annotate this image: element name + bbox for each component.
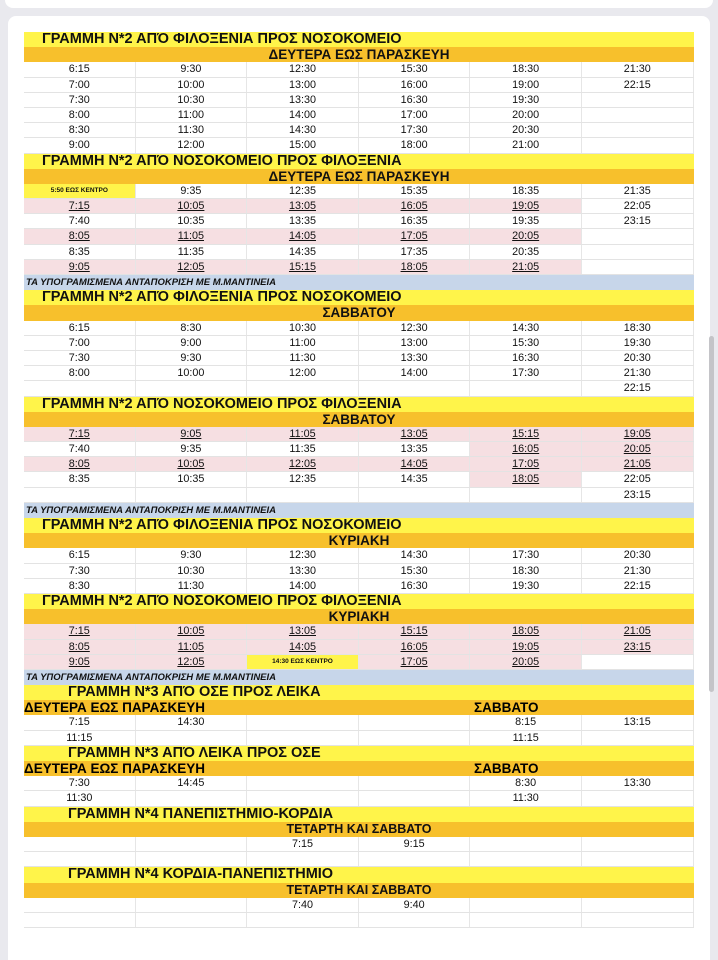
table-row — [24, 898, 694, 913]
time-cell: 15:30 — [470, 336, 582, 350]
blank-cell — [136, 913, 248, 927]
time-cell: 13:30 — [247, 93, 359, 107]
time-cell: 20:05 — [470, 655, 582, 669]
time-cell: 11:05 — [247, 427, 359, 441]
time-cell: 7:15 — [24, 624, 136, 638]
table-row — [24, 321, 694, 336]
time-cell: 13:30 — [582, 776, 694, 790]
time-cell — [24, 488, 136, 502]
time-cell: 8:00 — [24, 108, 136, 122]
table-row — [24, 472, 694, 487]
time-cell: 14:35 — [359, 472, 471, 486]
time-cell: 9:05 — [24, 655, 136, 669]
section-line2-nosokomeio-filoxenia-sunday — [24, 594, 694, 685]
time-cell: 16:35 — [359, 214, 471, 228]
time-cell: 14:00 — [247, 108, 359, 122]
time-cell: 7:15 — [24, 427, 136, 441]
section-line4-kordia-panepistimio — [24, 867, 694, 928]
time-cell: 13:30 — [359, 351, 471, 365]
time-cell: 19:00 — [470, 78, 582, 92]
scrollbar[interactable] — [709, 336, 714, 692]
section-subheader: ΚΥΡΙΑΚΗ — [24, 609, 694, 624]
time-cell: 7:30 — [24, 564, 136, 578]
special-time-cell: 14:30 ΕΩΣ ΚΕΝΤΡΟ — [247, 655, 359, 669]
time-cell: 10:05 — [136, 624, 248, 638]
time-cell: 19:05 — [470, 199, 582, 213]
table-row — [24, 93, 694, 108]
section-header: ΓΡΑΜΜΗ Ν*4 ΠΑΝΕΠΙΣΤΗΜΙΟ-ΚΟΡΔΙΑ — [24, 807, 694, 822]
section-subheader — [24, 700, 694, 715]
time-cell: 22:05 — [582, 472, 694, 486]
time-cell — [582, 123, 694, 137]
time-cell: 19:05 — [470, 640, 582, 654]
weekday-label: ΔΕΥΤΕΡΑ ΕΩΣ ΠΑΡΑΣΚΕΥΗ — [24, 700, 206, 716]
time-cell — [359, 488, 471, 502]
section-header: ΓΡΑΜΜΗ Ν*4 ΚΟΡΔΙΑ-ΠΑΝΕΠΙΣΤΗΜΙΟ — [24, 867, 694, 882]
time-cell: 12:30 — [247, 62, 359, 76]
time-cell: 8:15 — [470, 715, 582, 729]
time-cell — [582, 837, 694, 851]
time-cell: 21:05 — [470, 260, 582, 274]
time-cell — [359, 776, 471, 790]
time-cell: 10:35 — [136, 214, 248, 228]
time-cell: 18:35 — [470, 184, 582, 198]
time-cell: 19:05 — [582, 427, 694, 441]
time-cell: 8:30 — [24, 579, 136, 593]
section-header: ΓΡΑΜΜΗ Ν*2 ΑΠΌ ΦΙΛΟΞΕΝΙΑ ΠΡΟΣ ΝΟΣΟΚΟΜΕΙΟ — [24, 32, 694, 47]
time-cell: 16:30 — [359, 93, 471, 107]
table-row — [24, 214, 694, 229]
time-cell — [582, 108, 694, 122]
table-row — [24, 108, 694, 123]
time-cell: 13:05 — [359, 427, 471, 441]
table-row — [24, 381, 694, 396]
time-cell: 22:15 — [582, 78, 694, 92]
time-cell — [136, 837, 248, 851]
time-cell: 15:15 — [247, 260, 359, 274]
time-cell: 9:30 — [136, 548, 248, 562]
time-cell: 11:35 — [136, 245, 248, 259]
time-cell: 7:15 — [24, 715, 136, 729]
time-cell — [582, 229, 694, 243]
time-cell: 16:30 — [359, 579, 471, 593]
time-cell: 7:30 — [24, 351, 136, 365]
time-cell: 14:30 — [359, 548, 471, 562]
section-subheader: ΔΕΥΤΕΡΑ ΕΩΣ ΠΑΡΑΣΚΕΥΗ — [24, 47, 694, 62]
time-cell: 9:05 — [24, 260, 136, 274]
time-cell: 10:00 — [136, 78, 248, 92]
table-row — [24, 245, 694, 260]
blank-cell — [247, 852, 359, 866]
section-line3-leika-ose — [24, 746, 694, 807]
time-cell — [24, 837, 136, 851]
time-cell: 10:30 — [136, 93, 248, 107]
table-row — [24, 351, 694, 366]
time-cell: 7:15 — [247, 837, 359, 851]
time-cell: 21:05 — [582, 457, 694, 471]
table-row — [24, 715, 694, 730]
time-cell: 14:30 — [247, 123, 359, 137]
table-row — [24, 184, 694, 199]
time-cell: 13:15 — [582, 715, 694, 729]
time-cell — [582, 898, 694, 912]
time-cell: 7:40 — [24, 214, 136, 228]
time-cell: 13:35 — [247, 214, 359, 228]
time-cell: 19:35 — [470, 214, 582, 228]
time-cell: 8:05 — [24, 640, 136, 654]
time-cell: 15:00 — [247, 138, 359, 152]
section-line2-filoxenia-nosokomeio-saturday — [24, 290, 694, 396]
time-cell: 17:30 — [470, 548, 582, 562]
time-cell: 11:30 — [247, 351, 359, 365]
time-cell: 14:05 — [359, 457, 471, 471]
time-cell — [470, 898, 582, 912]
saturday-label: ΣΑΒΒΑΤΟ — [474, 700, 539, 716]
section-line2-nosokomeio-filoxenia-saturday — [24, 397, 694, 519]
time-cell: 14:00 — [247, 579, 359, 593]
time-cell: 11:00 — [136, 108, 248, 122]
time-cell — [24, 898, 136, 912]
time-cell: 17:35 — [359, 245, 471, 259]
time-cell — [247, 791, 359, 805]
table-row — [24, 640, 694, 655]
browser-top-bar — [5, 0, 713, 8]
time-cell: 9:30 — [136, 62, 248, 76]
blank-cell — [136, 852, 248, 866]
time-cell — [24, 381, 136, 395]
section-line2-nosokomeio-filoxenia-weekdays — [24, 154, 694, 291]
table-row — [24, 78, 694, 93]
time-cell — [470, 837, 582, 851]
time-cell: 8:35 — [24, 245, 136, 259]
time-cell: 13:00 — [359, 336, 471, 350]
time-cell: 17:00 — [359, 108, 471, 122]
blank-cell — [470, 852, 582, 866]
time-cell: 15:15 — [470, 427, 582, 441]
time-cell: 13:05 — [247, 199, 359, 213]
table-row — [24, 548, 694, 563]
time-cell: 20:30 — [470, 123, 582, 137]
time-cell: 11:15 — [24, 731, 136, 745]
blank-row — [24, 913, 694, 928]
time-cell: 21:30 — [582, 564, 694, 578]
saturday-label: ΣΑΒΒΑΤΟ — [474, 761, 539, 776]
blank-cell — [582, 852, 694, 866]
time-cell: 15:30 — [359, 564, 471, 578]
time-cell: 11:00 — [247, 336, 359, 350]
time-cell: 11:30 — [136, 579, 248, 593]
time-cell — [247, 381, 359, 395]
section-header: ΓΡΑΜΜΗ Ν*2 ΑΠΌ ΦΙΛΟΞΕΝΙΑ ΠΡΟΣ ΝΟΣΟΚΟΜΕΙΟ — [24, 290, 694, 305]
table-row — [24, 776, 694, 791]
time-cell: 8:30 — [136, 321, 248, 335]
time-cell: 10:30 — [136, 564, 248, 578]
time-cell — [247, 488, 359, 502]
time-cell: 11:30 — [470, 791, 582, 805]
time-cell: 12:30 — [359, 321, 471, 335]
table-row — [24, 564, 694, 579]
time-cell: 7:00 — [24, 336, 136, 350]
time-cell — [359, 381, 471, 395]
time-cell — [247, 715, 359, 729]
time-cell: 8:30 — [24, 123, 136, 137]
time-cell — [359, 715, 471, 729]
time-cell: 14:00 — [359, 366, 471, 380]
section-line4-panepistimio-kordia — [24, 807, 694, 868]
time-cell: 20:30 — [582, 548, 694, 562]
table-row — [24, 427, 694, 442]
section-subheader: ΤΕΤΑΡΤΗ ΚΑΙ ΣΑΒΒΑΤΟ — [24, 822, 694, 837]
section-line2-filoxenia-nosokomeio-sunday — [24, 518, 694, 594]
section-line2-filoxenia-nosokomeio-weekdays — [24, 32, 694, 154]
time-cell: 12:00 — [136, 138, 248, 152]
table-row — [24, 791, 694, 806]
time-cell — [136, 791, 248, 805]
time-cell: 7:40 — [247, 898, 359, 912]
time-cell: 23:15 — [582, 214, 694, 228]
footnote: ΤΑ ΥΠΟΓΡΑΜΙΣΜΕΝΑ ΑΝΤΑΠΟΚΡΙΣΗ ΜΕ Μ.ΜΑΝΤΙΝΕΙΑ — [24, 503, 694, 518]
time-cell: 8:00 — [24, 366, 136, 380]
time-cell: 17:05 — [359, 229, 471, 243]
section-header: ΓΡΑΜΜΗ Ν*2 ΑΠΌ ΦΙΛΟΞΕΝΙΑ ΠΡΟΣ ΝΟΣΟΚΟΜΕΙΟ — [24, 518, 694, 533]
section-header: ΓΡΑΜΜΗ Ν*2 ΑΠΌ ΝΟΣΟΚΟΜΕΙΟ ΠΡΟΣ ΦΙΛΟΞΕΝΙΑ — [24, 154, 694, 169]
time-cell: 8:30 — [470, 776, 582, 790]
time-cell: 6:15 — [24, 321, 136, 335]
time-cell — [136, 898, 248, 912]
time-cell: 6:15 — [24, 62, 136, 76]
time-cell: 20:30 — [582, 351, 694, 365]
section-subheader: ΤΕΤΑΡΤΗ ΚΑΙ ΣΑΒΒΑΤΟ — [24, 883, 694, 898]
table-row — [24, 123, 694, 138]
weekday-label: ΔΕΥΤΕΡΑ ΕΩΣ ΠΑΡΑΣΚΕΥΗ — [24, 761, 206, 776]
time-cell — [582, 655, 694, 669]
section-subheader: ΣΑΒΒΑΤΟΥ — [24, 412, 694, 427]
table-row — [24, 229, 694, 244]
time-cell: 12:05 — [247, 457, 359, 471]
section-subheader — [24, 761, 694, 776]
time-cell: 20:35 — [470, 245, 582, 259]
time-cell: 9:05 — [136, 427, 248, 441]
time-cell: 18:30 — [582, 321, 694, 335]
table-row — [24, 336, 694, 351]
time-cell — [582, 791, 694, 805]
time-cell: 13:35 — [359, 442, 471, 456]
time-cell: 22:15 — [582, 381, 694, 395]
time-cell: 16:05 — [359, 199, 471, 213]
time-cell: 17:30 — [359, 123, 471, 137]
time-cell: 9:35 — [136, 442, 248, 456]
table-row — [24, 260, 694, 275]
time-cell: 12:30 — [247, 548, 359, 562]
time-cell: 12:00 — [247, 366, 359, 380]
time-cell: 13:00 — [247, 78, 359, 92]
time-cell: 21:35 — [582, 184, 694, 198]
time-cell: 8:05 — [24, 229, 136, 243]
time-cell: 11:30 — [24, 791, 136, 805]
time-cell: 14:05 — [247, 229, 359, 243]
table-row — [24, 655, 694, 670]
time-cell: 18:00 — [359, 138, 471, 152]
time-cell: 6:15 — [24, 548, 136, 562]
time-cell: 18:05 — [359, 260, 471, 274]
time-cell — [247, 776, 359, 790]
time-cell: 17:30 — [470, 366, 582, 380]
section-subheader: ΔΕΥΤΕΡΑ ΕΩΣ ΠΑΡΑΣΚΕΥΗ — [24, 169, 694, 184]
time-cell: 10:30 — [247, 321, 359, 335]
time-cell: 12:35 — [247, 472, 359, 486]
time-cell: 9:00 — [24, 138, 136, 152]
time-cell: 7:00 — [24, 78, 136, 92]
time-cell: 23:15 — [582, 488, 694, 502]
time-cell: 15:15 — [359, 624, 471, 638]
time-cell: 22:15 — [582, 579, 694, 593]
table-row — [24, 624, 694, 639]
table-row — [24, 731, 694, 746]
time-cell: 11:35 — [247, 442, 359, 456]
time-cell — [470, 381, 582, 395]
section-header: ΓΡΑΜΜΗ Ν*2 ΑΠΌ ΝΟΣΟΚΟΜΕΙΟ ΠΡΟΣ ΦΙΛΟΞΕΝΙΑ — [24, 397, 694, 412]
time-cell — [470, 488, 582, 502]
time-cell: 17:05 — [359, 655, 471, 669]
time-cell: 14:30 — [136, 715, 248, 729]
blank-cell — [24, 913, 136, 927]
time-cell: 12:35 — [247, 184, 359, 198]
time-cell: 21:05 — [582, 624, 694, 638]
time-cell: 16:05 — [470, 442, 582, 456]
time-cell: 10:00 — [136, 366, 248, 380]
time-cell: 8:35 — [24, 472, 136, 486]
time-cell: 16:00 — [359, 78, 471, 92]
section-subheader: ΚΥΡΙΑΚΗ — [24, 533, 694, 548]
time-cell: 9:35 — [136, 184, 248, 198]
table-row — [24, 488, 694, 503]
time-cell: 14:35 — [247, 245, 359, 259]
time-cell: 18:30 — [470, 564, 582, 578]
section-header: ΓΡΑΜΜΗ Ν*3 ΑΠΌ ΟΣΕ ΠΡΟΣ ΛΕΙΚΑ — [24, 685, 694, 700]
time-cell — [136, 488, 248, 502]
time-cell: 10:05 — [136, 199, 248, 213]
time-cell: 7:30 — [24, 776, 136, 790]
table-row — [24, 199, 694, 214]
table-row — [24, 138, 694, 153]
time-cell — [136, 731, 248, 745]
section-subheader: ΣΑΒΒΑΤΟΥ — [24, 305, 694, 320]
time-cell: 15:30 — [359, 62, 471, 76]
time-cell: 9:00 — [136, 336, 248, 350]
blank-row — [24, 852, 694, 867]
time-cell: 12:05 — [136, 655, 248, 669]
timetable-sheet — [24, 32, 694, 928]
time-cell: 12:05 — [136, 260, 248, 274]
time-cell: 17:05 — [470, 457, 582, 471]
time-cell: 13:30 — [247, 564, 359, 578]
special-time-cell: 5:50 ΕΩΣ ΚΕΝΤΡΟ — [24, 184, 136, 198]
blank-cell — [582, 913, 694, 927]
time-cell: 18:30 — [470, 62, 582, 76]
table-row — [24, 366, 694, 381]
time-cell: 21:30 — [582, 366, 694, 380]
time-cell — [247, 731, 359, 745]
time-cell: 20:05 — [582, 442, 694, 456]
time-cell: 9:15 — [359, 837, 471, 851]
time-cell: 20:05 — [470, 229, 582, 243]
time-cell: 23:15 — [582, 640, 694, 654]
time-cell — [359, 791, 471, 805]
time-cell — [582, 138, 694, 152]
table-row — [24, 457, 694, 472]
time-cell: 19:30 — [470, 579, 582, 593]
time-cell: 7:40 — [24, 442, 136, 456]
time-cell — [359, 731, 471, 745]
time-cell — [136, 381, 248, 395]
time-cell: 7:15 — [24, 199, 136, 213]
time-cell: 19:30 — [470, 93, 582, 107]
footnote: ΤΑ ΥΠΟΓΡΑΜΙΣΜΕΝΑ ΑΝΤΑΠΟΚΡΙΣΗ ΜΕ Μ.ΜΑΝΤΙΝΕΙΑ — [24, 670, 694, 685]
blank-cell — [359, 913, 471, 927]
time-cell: 11:05 — [136, 640, 248, 654]
section-line3-ose-leika — [24, 685, 694, 746]
time-cell: 16:30 — [470, 351, 582, 365]
blank-cell — [247, 913, 359, 927]
time-cell — [582, 260, 694, 274]
time-cell — [582, 731, 694, 745]
time-cell: 9:40 — [359, 898, 471, 912]
time-cell: 16:05 — [359, 640, 471, 654]
time-cell: 9:30 — [136, 351, 248, 365]
time-cell: 15:35 — [359, 184, 471, 198]
section-header: ΓΡΑΜΜΗ Ν*2 ΑΠΌ ΝΟΣΟΚΟΜΕΙΟ ΠΡΟΣ ΦΙΛΟΞΕΝΙΑ — [24, 594, 694, 609]
time-cell: 11:30 — [136, 123, 248, 137]
time-cell: 22:05 — [582, 199, 694, 213]
blank-cell — [24, 852, 136, 866]
time-cell: 21:30 — [582, 62, 694, 76]
time-cell: 10:35 — [136, 472, 248, 486]
time-cell: 10:05 — [136, 457, 248, 471]
time-cell: 18:05 — [470, 624, 582, 638]
time-cell: 7:30 — [24, 93, 136, 107]
time-cell: 14:45 — [136, 776, 248, 790]
time-cell: 14:05 — [247, 640, 359, 654]
time-cell: 8:05 — [24, 457, 136, 471]
time-cell: 18:05 — [470, 472, 582, 486]
table-row — [24, 62, 694, 77]
time-cell: 20:00 — [470, 108, 582, 122]
time-cell — [582, 93, 694, 107]
time-cell: 11:15 — [470, 731, 582, 745]
time-cell: 14:30 — [470, 321, 582, 335]
table-row — [24, 837, 694, 852]
time-cell: 11:05 — [136, 229, 248, 243]
time-cell: 21:00 — [470, 138, 582, 152]
time-cell — [582, 245, 694, 259]
blank-cell — [470, 913, 582, 927]
table-row — [24, 579, 694, 594]
section-header: ΓΡΑΜΜΗ Ν*3 ΑΠΌ ΛΕΙΚΑ ΠΡΟΣ ΟΣΕ — [24, 746, 694, 761]
time-cell: 19:30 — [582, 336, 694, 350]
table-row — [24, 442, 694, 457]
time-cell: 13:05 — [247, 624, 359, 638]
footnote: ΤΑ ΥΠΟΓΡΑΜΙΣΜΕΝΑ ΑΝΤΑΠΟΚΡΙΣΗ ΜΕ Μ.ΜΑΝΤΙΝΕΙΑ — [24, 275, 694, 290]
blank-cell — [359, 852, 471, 866]
